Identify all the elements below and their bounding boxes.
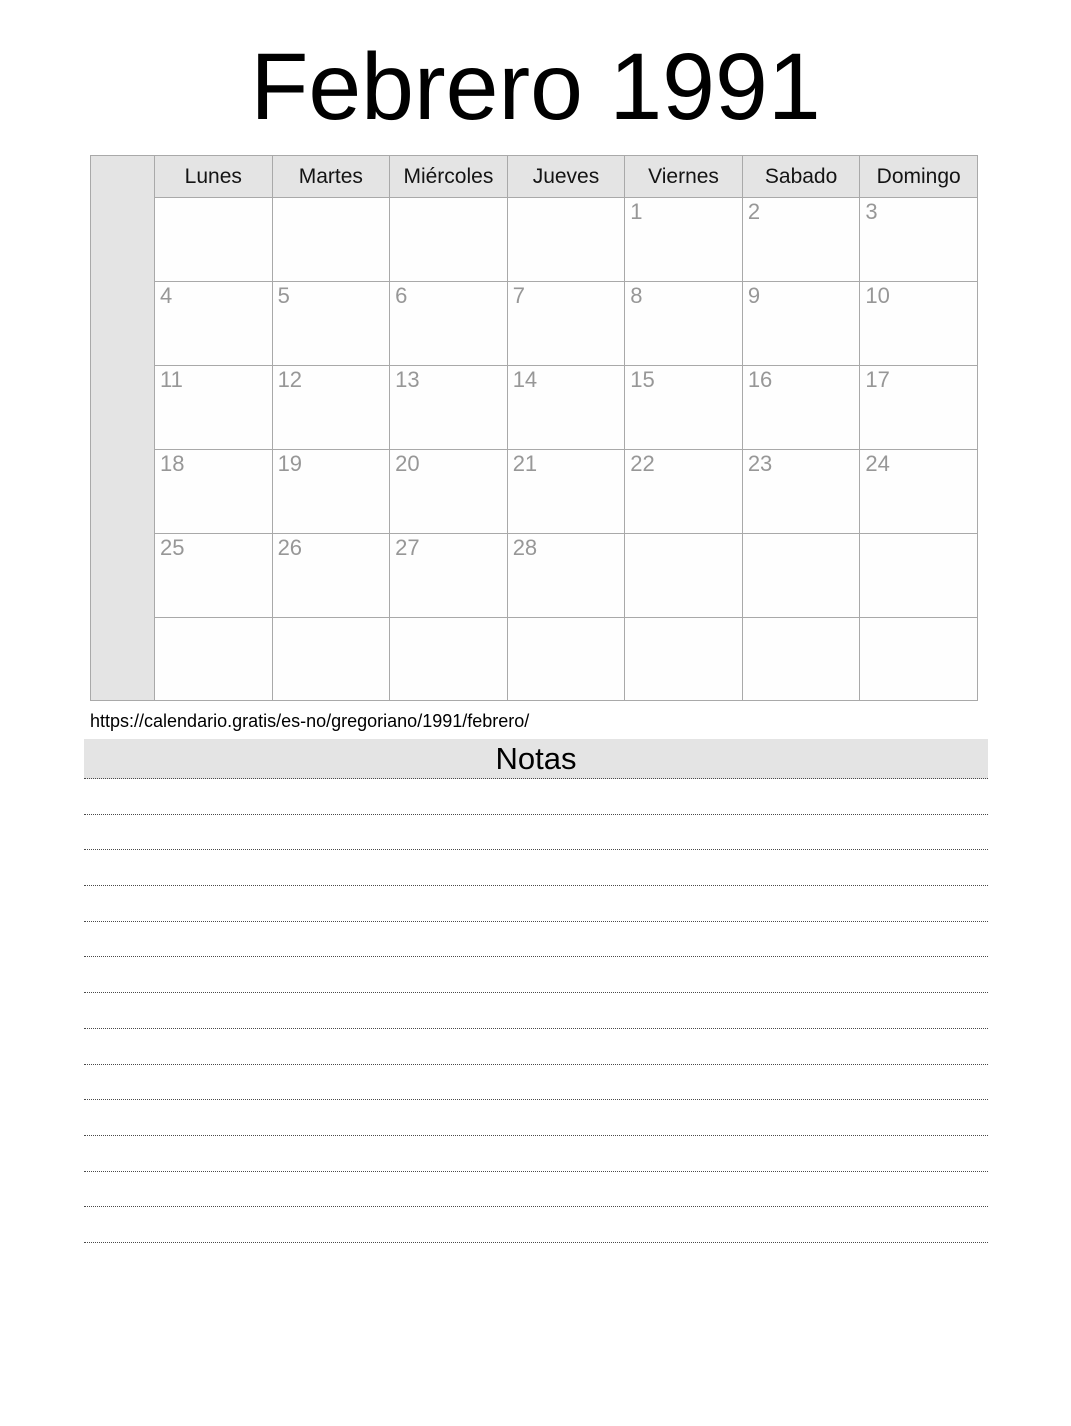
day-number: 27: [395, 535, 420, 560]
note-line: [84, 1136, 988, 1172]
empty-day-cell: [272, 618, 390, 701]
day-number: 28: [512, 535, 538, 560]
day-cell: [272, 450, 390, 534]
empty-day-cell: [507, 618, 625, 701]
day-cell: [860, 198, 978, 282]
day-number: 12: [277, 367, 303, 392]
day-number: 4: [160, 283, 173, 308]
week-row: [91, 450, 978, 534]
day-cell: [625, 450, 743, 534]
day-cell: [860, 450, 978, 534]
empty-day-cell: [742, 534, 860, 618]
note-line: [84, 1207, 988, 1243]
empty-day-cell: [507, 198, 625, 282]
day-number: 11: [160, 367, 183, 392]
calendar: [90, 155, 1071, 701]
empty-day-cell: [272, 198, 390, 282]
day-number: 14: [512, 367, 538, 392]
day-number: 7: [512, 283, 525, 308]
day-number: 10: [865, 283, 890, 308]
day-cell: [390, 282, 508, 366]
empty-day-cell: [390, 618, 508, 701]
day-number: 19: [277, 451, 303, 476]
day-number: 2: [747, 199, 761, 224]
day-cell: [272, 366, 390, 450]
week-row: [91, 198, 978, 282]
week-row: [91, 534, 978, 618]
day-number: 22: [630, 451, 655, 476]
week-row: [91, 618, 978, 701]
weekday-header: Viernes: [625, 156, 743, 198]
day-number: 23: [747, 451, 773, 476]
day-cell: [742, 282, 860, 366]
note-line: [84, 886, 988, 922]
note-line: [84, 815, 988, 851]
day-cell: [625, 282, 743, 366]
day-number: 9: [747, 283, 761, 308]
day-number: 1: [630, 199, 643, 224]
day-cell: [155, 366, 273, 450]
day-number: 15: [630, 367, 655, 392]
weekday-header: Jueves: [507, 156, 625, 198]
empty-day-cell: [860, 534, 978, 618]
page-title: Febrero 1991: [250, 34, 821, 140]
note-line: [84, 779, 988, 815]
note-line: [84, 1172, 988, 1208]
empty-day-cell: [390, 198, 508, 282]
day-cell: [390, 534, 508, 618]
note-line: [84, 993, 988, 1029]
note-line: [84, 1029, 988, 1065]
weekday-header: Domingo: [860, 156, 978, 198]
day-cell: [507, 366, 625, 450]
day-cell: [155, 534, 273, 618]
notes-lines: [84, 779, 988, 1243]
day-number: 17: [865, 367, 890, 392]
day-number: 5: [277, 283, 290, 308]
notes-title: Notas: [84, 739, 988, 779]
day-cell: [860, 282, 978, 366]
empty-day-cell: [742, 618, 860, 701]
day-cell: [272, 282, 390, 366]
source-url: https://calendario.gratis/es-no/gregoriano/1991/febrero/: [90, 711, 530, 731]
weekday-header: Miércoles: [390, 156, 508, 198]
calendar-table: [90, 155, 978, 701]
weekday-header: Sabado: [742, 156, 860, 198]
day-number: 25: [160, 535, 185, 560]
note-line: [84, 1100, 988, 1136]
day-cell: [155, 282, 273, 366]
empty-day-cell: [625, 534, 743, 618]
day-cell: [625, 198, 743, 282]
day-number: 16: [747, 367, 773, 392]
empty-day-cell: [860, 618, 978, 701]
week-gutter-column: [91, 156, 155, 701]
day-cell: [507, 450, 625, 534]
note-line: [84, 922, 988, 958]
day-cell: [507, 282, 625, 366]
day-cell: [742, 366, 860, 450]
day-cell: [272, 534, 390, 618]
week-row: [91, 366, 978, 450]
weekday-header: Lunes: [155, 156, 273, 198]
day-number: 18: [160, 451, 185, 476]
day-cell: [390, 366, 508, 450]
empty-day-cell: [155, 618, 273, 701]
day-cell: [625, 366, 743, 450]
day-cell: [390, 450, 508, 534]
day-cell: [860, 366, 978, 450]
notes-section: [84, 739, 988, 1243]
day-number: 20: [395, 451, 420, 476]
day-number: 13: [395, 367, 420, 392]
day-cell: [155, 450, 273, 534]
week-row: [91, 282, 978, 366]
day-cell: [742, 450, 860, 534]
day-cell: [507, 534, 625, 618]
empty-day-cell: [155, 198, 273, 282]
day-number: 26: [277, 535, 303, 560]
day-number: 3: [865, 199, 878, 224]
day-number: 6: [395, 283, 408, 308]
empty-day-cell: [625, 618, 743, 701]
note-line: [84, 1065, 988, 1101]
note-line: [84, 850, 988, 886]
weekday-header-row: [91, 156, 978, 198]
day-number: 21: [512, 451, 538, 476]
day-cell: [742, 198, 860, 282]
day-number: 24: [865, 451, 890, 476]
note-line: [84, 957, 988, 993]
weekday-header: Martes: [272, 156, 390, 198]
day-number: 8: [630, 283, 643, 308]
